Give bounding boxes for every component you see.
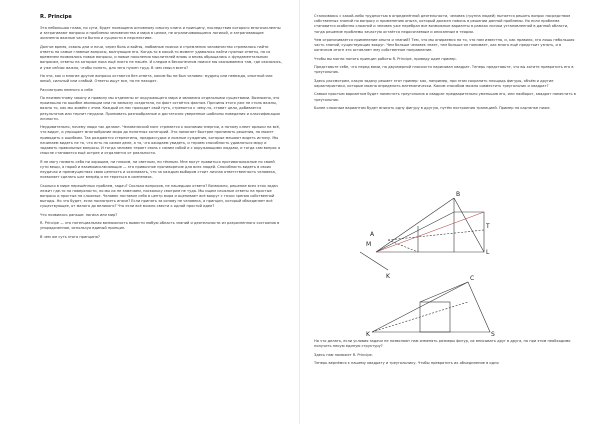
point-label: C [470, 275, 475, 282]
triangle-side [454, 198, 484, 252]
point-label: A [370, 231, 375, 238]
point-label: M [366, 241, 372, 248]
point-label: K [386, 273, 390, 280]
paragraph: Сколько в мире нерешённых проблем, задач? Сколько вопросов, не нашедших ответа? Возможно, решение всех этих задач лежит где-то на поверхности, но мы их не замечаем, поскольку смотрим не туда. Мы ищем сложные ответы на простые вопросы и простые на сложные. Человек поставил себя в центр мира и оценивает всё вокруг с точки зрения собственной выгоды. Но что будет, если посмотреть иначе? Если принять за основу не человека, а принцип, который объединяет всё существующее, от малого до великого? Что если всё можно свести к одной простой идее? [40, 183, 279, 209]
red-diagonal [376, 212, 484, 252]
extension-line [360, 252, 388, 270]
paragraph: Здесь нам поможет R. Principe. [314, 352, 373, 357]
paragraph: Чтобы вы могли понять принцип работы R. Principe, приведу один пример. [314, 56, 457, 61]
text-after-figure [314, 339, 580, 369]
geometry-figure [358, 190, 498, 338]
triangle-shape [372, 282, 490, 332]
paragraph: Чем ограничивается применение опыта и знаний? Тем, что мы опираемся на то, что нам известно, и, как правило, это лишь небольшая часть знаний, существующих вокруг. Чем больше человек знает, тем больше он понимает, как много ещё предстоит узнать, и в конечном итоге это оставляет ему собственное направление. [314, 38, 575, 53]
point-label: L [486, 249, 490, 256]
paragraph: Теперь вернёмся к нашему квадрату и треугольнику. Чтобы превратить их объединение в одно [314, 360, 499, 365]
paragraph: Более сложным вариантом будет вписать одну фигуру в другую, путём построения трапецией. Пример на картинке ниже. [314, 105, 551, 110]
paragraph: Но эти, как и многие другие вопросы остаются без ответа, каким бы ни был человек: мудрец или невежда, опытный или юный, сильный или слабый. Ответы ищут все, но не находят. [40, 74, 273, 84]
point-label: S [491, 331, 495, 338]
connector-line [420, 282, 468, 302]
paragraph: В чем же суть этого принципа? [40, 234, 100, 239]
paragraph: Самым простым вариантом будет поместить треугольник в квадрат предварительно уменьшив его, или наоборот, квадрат поместить в треугольник. [314, 92, 576, 102]
paragraph: Но что делать, если условия задачи не позволяют нам изменять размеры фигур, их вписывать друг в друга, но при этом необходимо получить некую единую структуру? [314, 339, 571, 349]
paragraph: Сталкиваясь с какой-либо трудностью в определённой деятельности, человек (группа людей) пытается решить вопрос посредством собственных знаний по вопросу и применению опыта, который должен помочь в решении данной проблемы. Но если проблема становится особенно сложной и человек уже перебрал все возможные варианты в рамках логики установленной в данной области, тогда решение проблемы зачастую остаётся недосягаемым и описанным в теории. [314, 14, 571, 34]
paragraph: Представьте себе, что перед вами, на двухмерной плоскости нарисован квадрат. Теперь представьте, что вы хотите превратить его в треугольник. [314, 65, 574, 75]
point-label: B [456, 191, 461, 198]
triangle-side [376, 198, 454, 252]
paragraph: Долгое время, сквозь дни и ночи, через боль и войны, любовные поиски и стремления человечество стремилось найти ответы на самые главные вопросы, волнующие его. Когда-то в какой-то момент удавалось найти нужные ответы, но со временем появлялись новые вопросы, и новые поколения мыслителей вновь и вновь обращались к фундаментальным вопросам, ответы на которые пока ещё никто не нашёл. И следом в бесконечном поиске мы оказываемся там, где оказались, и уже сейчас важно, чтобы понять, для чего нужен труд. В чем смысл всего? [40, 44, 282, 70]
point-label: T [486, 223, 490, 230]
paragraph: R. Principe — это потенциальная возможность вывести любую область знаний и деятельности из разрозненного состояния в упорядоченное, используя единый принцип. [40, 221, 280, 231]
paragraph: Что появилось раньше: логика или мир? [40, 212, 118, 217]
paragraph: Я не могу назвать себя ни хорошим, ни плохим, ни светлым, ни тёмным. Мне могут нравиться противоположные по своей сути вещи, а порой и взаимоисключающие — это привычное противоречие для всех людей. Способность видеть в своих неудачах и преимуществах свою ценность и осознавать, что за каждым выбором стоит личная ответственность человека, позволяет сделать шаг вперёд и не теряться в сомнениях. [40, 159, 276, 180]
paragraph: Рассмотрим немного о себе [40, 87, 93, 92]
dashed-line [388, 230, 484, 240]
geometry-diagram [358, 190, 498, 338]
paragraph: Неудивительно, почему люди так делают. Человеческий мозг стремится к экономии энергии, а потому клеит ярлыки на всё, что видит, и упрощает многообразие мира до понятных категорий. Это помогает быстрее принимать решения, но может приводить к ошибкам. Так рождаются стереотипы, предрассудки и ложные суждения, которые мешают видеть истину. Мы начинаем видеть не то, что есть на самом деле, а то, что ожидаем увидеть, и теряем способность удивляться миру и задавать правильные вопросы. И тогда человек теряет связь с самим собой и с окружающими людьми, и тогда сам вопрос о смысле становится ещё острее и отдаляется от реальности. [40, 125, 281, 156]
paragraph: По неизвестному закону и правилу мы отделены от окружающего мира и являемся отдельными существами. Возможно, это произошло по ошибке эволюции или по замыслу создателя, но факт остаётся фактом. Причины этого уже не столь важны, важно то, как мы живём с этим. Каждый из нас проходит свой путь, стремится к чему-то, ставит цели, добивается результатов или терпит неудачи. Принимать разнообразные и достаточно уверенные шаблоны поведения и классификации личности. [40, 95, 280, 121]
paragraph: Здесь рассмотрим, какую задачу решает этот пример: как, например, при этом сохранить площадь фигуры, объём и другие характеристики, которые можно определить математически. Каким способом можно совместить треугольник и квадрат? [314, 78, 554, 88]
paragraph: Эта небольшая глава, по сути, будет посвящена основному смыслу книги и принципу, последствия которого многочисленны и затрагивают вопросы и проблемы человечества и мира в целом, не ограничивающиеся логикой, и затрагивающие жизненно важные части бытия и сущности в перспективе. [40, 26, 281, 41]
chapter-title: R. Principe [40, 14, 72, 20]
point-label: K [366, 331, 370, 338]
square-shape [420, 302, 450, 332]
